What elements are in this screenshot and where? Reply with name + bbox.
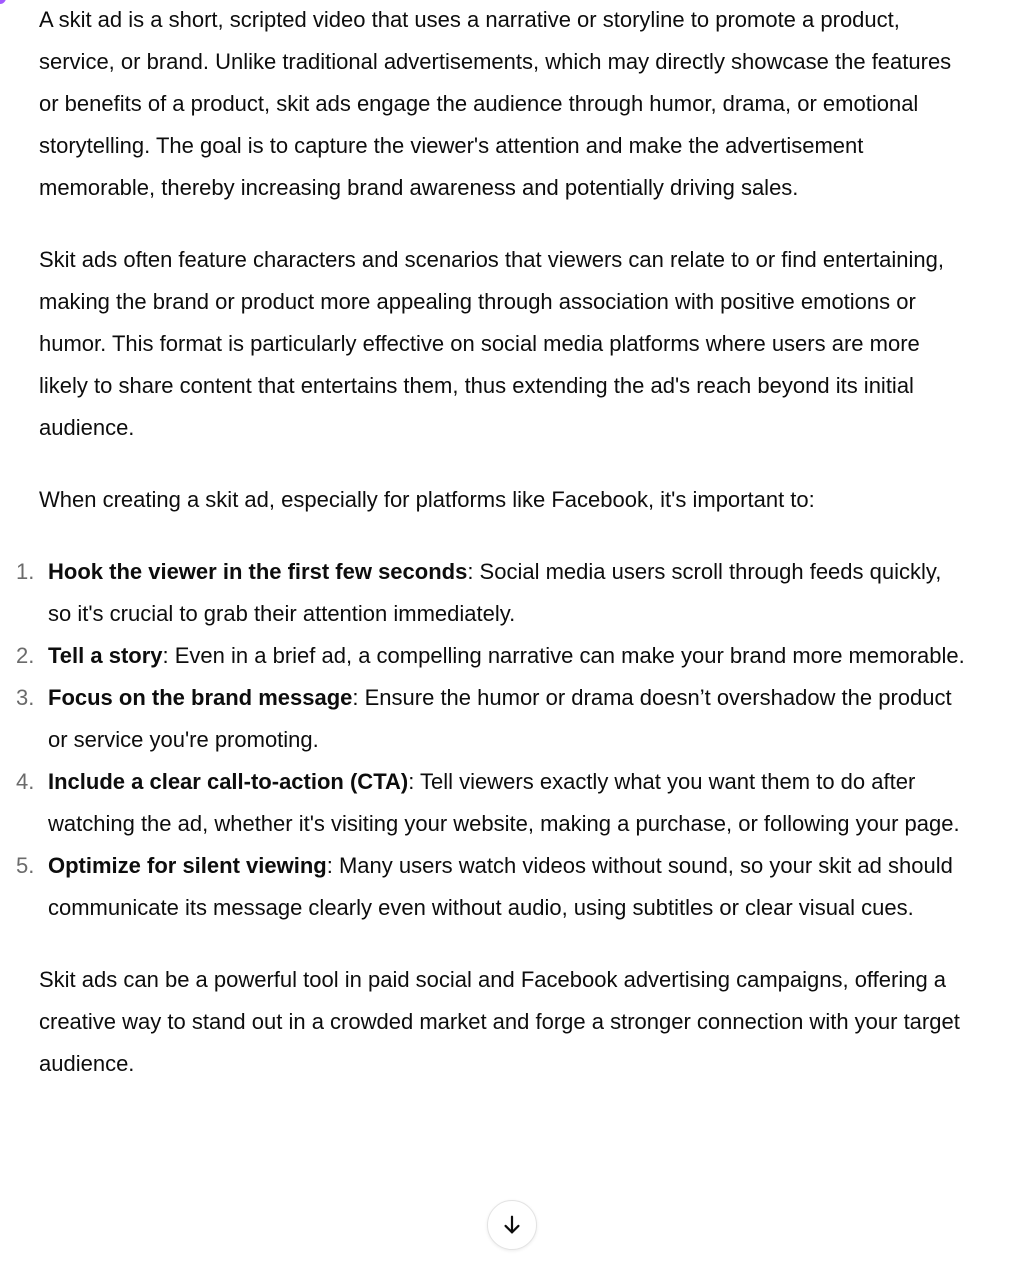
list-item-text: : Ensure the humor or drama doesn’t overshadow the product or service you're promoting. (48, 685, 952, 752)
list-item (16, 761, 969, 845)
list-item-title: Tell a story (48, 643, 163, 668)
list-item (16, 845, 969, 929)
list-item-title: Optimize for silent viewing (48, 853, 327, 878)
list-item-number: 1. (16, 559, 35, 584)
list-item-text: : Social media users scroll through feeds quickly, so it's crucial to grab their attention immediately. (48, 559, 942, 626)
intro-paragraph-1: A skit ad is a short, scripted video that uses a narrative or storyline to promote a product, service, or brand. Unlike traditional advertisements, which may directly showcase the features or benefits of a product, skit ads engage the audience through humor, drama, or emotional storytelling. The goal is to capture the viewer's attention and make the advertisement memorable, thereby increasing brand awareness and potentially driving sales. (39, 7, 952, 200)
list-item-text: : Tell viewers exactly what you want them to do after watching the ad, whether it's visiting your website, making a purchase, or following your page. (48, 769, 960, 836)
list-item (16, 635, 969, 677)
list-item-number: 3. (16, 685, 35, 710)
list-item-number: 2. (16, 643, 35, 668)
assistant-avatar (0, 0, 6, 4)
list-item-text: : Even in a brief ad, a compelling narrative can make your brand more memorable. (162, 643, 965, 668)
list-item-text: : Many users watch videos without sound, so your skit ad should communicate its message clearly even without audio, using subtitles or clear visual cues. (48, 853, 953, 920)
scroll-to-bottom-button[interactable] (487, 1200, 537, 1250)
tips-list (16, 551, 969, 929)
list-item (16, 677, 969, 761)
list-item-title: Hook the viewer in the first few seconds (48, 559, 468, 584)
intro-paragraph-3: When creating a skit ad, especially for platforms like Facebook, it's important to: (39, 487, 815, 512)
list-item-number: 4. (16, 769, 35, 794)
intro-paragraph-2: Skit ads often feature characters and scenarios that viewers can relate to or find entertaining, making the brand or product more appealing through association with positive emotions or humor. This format is particularly effective on social media platforms where users are more likely to share content that entertains them, thus extending the ad's reach beyond its initial audience. (39, 247, 944, 440)
list-item (16, 551, 969, 635)
list-item-number: 5. (16, 853, 35, 878)
closing-paragraph: Skit ads can be a powerful tool in paid social and Facebook advertising campaigns, offering a creative way to stand out in a crowded market and forge a stronger connection with your target audience. (39, 967, 960, 1076)
arrow-down-icon (501, 1214, 523, 1236)
assistant-message (16, 0, 969, 1085)
list-item-title: Focus on the brand message (48, 685, 353, 710)
list-item-title: Include a clear call-to-action (CTA) (48, 769, 409, 794)
